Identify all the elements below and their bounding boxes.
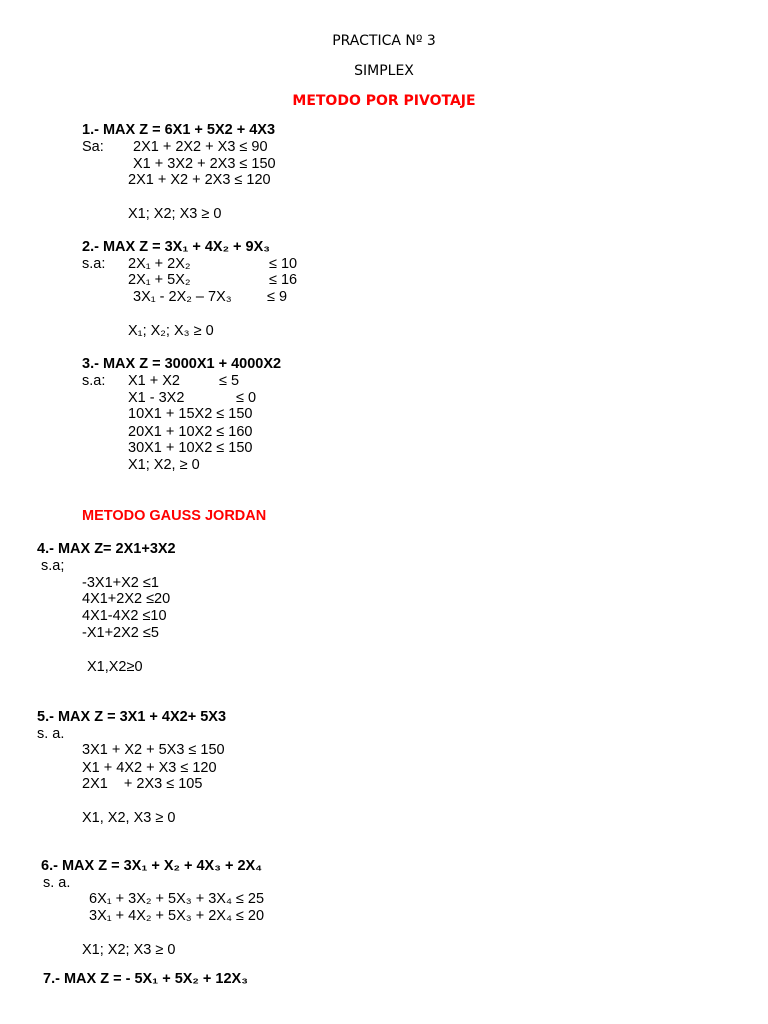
problem-5-constraint-3: 2X1 + 2X3 ≤ 105 — [82, 776, 203, 792]
problem-5-constraint-1: 3X1 + X2 + 5X3 ≤ 150 — [82, 742, 225, 758]
section-heading-gauss-jordan: METODO GAUSS JORDAN — [82, 508, 267, 524]
problem-2-objective: 2.- MAX Z = 3X₁ + 4X₂ + 9X₃ — [82, 239, 270, 255]
problem-3-constraint-1-rhs: ≤ 5 — [219, 373, 240, 389]
problem-6-nonnegativity: X1; X2; X3 ≥ 0 — [82, 942, 176, 958]
problem-6-constraint-2: 3X₁ + 4X₂ + 5X₃ + 2X₄ ≤ 20 — [89, 908, 265, 924]
problem-5-constraint-2: X1 + 4X2 + X3 ≤ 120 — [82, 760, 217, 776]
problem-3-objective: 3.- MAX Z = 3000X1 + 4000X2 — [82, 356, 282, 372]
problem-1-nonnegativity: X1; X2; X3 ≥ 0 — [128, 206, 222, 222]
section-heading-pivotaje: METODO POR PIVOTAJE — [292, 93, 476, 109]
problem-5-nonnegativity: X1, X2, X3 ≥ 0 — [82, 810, 176, 826]
problem-1-sa-label: Sa: — [82, 139, 104, 155]
problem-2-constraint-3: 3X₁ - 2X₂ – 7X₃ — [133, 289, 232, 305]
problem-4-nonnegativity: X1,X2≥0 — [87, 659, 143, 675]
problem-1-objective: 1.- MAX Z = 6X1 + 5X2 + 4X3 — [82, 122, 276, 138]
document-subtitle: SIMPLEX — [354, 63, 414, 79]
problem-2-constraint-1-rhs: ≤ 10 — [269, 256, 298, 272]
problem-1-constraint-2: X1 + 3X2 + 2X3 ≤ 150 — [133, 156, 276, 172]
problem-3-constraint-2-rhs: ≤ 0 — [236, 390, 257, 406]
problem-5-sa-label: s. a. — [37, 726, 65, 742]
problem-4-objective: 4.- MAX Z= 2X1+3X2 — [37, 541, 176, 557]
problem-3-sa-label: s.a: — [82, 373, 106, 389]
problem-5-objective: 5.- MAX Z = 3X1 + 4X2+ 5X3 — [37, 709, 227, 725]
problem-2-constraint-2-rhs: ≤ 16 — [269, 272, 298, 288]
problem-7-objective: 7.- MAX Z = - 5X₁ + 5X₂ + 12X₃ — [43, 971, 248, 987]
problem-4-constraint-1: -3X1+X2 ≤1 — [82, 575, 159, 591]
problem-4-sa-label: s.a; — [41, 558, 65, 574]
problem-2-constraint-2: 2X₁ + 5X₂ — [128, 272, 191, 288]
problem-3-constraint-4: 20X1 + 10X2 ≤ 160 — [128, 424, 253, 440]
problem-4-constraint-2: 4X1+2X2 ≤20 — [82, 591, 171, 607]
problem-3-constraint-1: X1 + X2 — [128, 373, 180, 389]
problem-2-nonnegativity: X₁; X₂; X₃ ≥ 0 — [128, 323, 214, 339]
problem-3-constraint-3: 10X1 + 15X2 ≤ 150 — [128, 406, 253, 422]
problem-2-constraint-1: 2X₁ + 2X₂ — [128, 256, 191, 272]
problem-2-constraint-3-rhs: ≤ 9 — [267, 289, 288, 305]
problem-6-objective: 6.- MAX Z = 3X₁ + X₂ + 4X₃ + 2X₄ — [41, 858, 263, 874]
problem-1-constraint-1: 2X1 + 2X2 + X3 ≤ 90 — [133, 139, 268, 155]
problem-4-constraint-4: -X1+2X2 ≤5 — [82, 625, 159, 641]
problem-3-constraint-2: X1 - 3X2 — [128, 390, 185, 406]
problem-6-sa-label: s. a. — [43, 875, 71, 891]
problem-1-constraint-3: 2X1 + X2 + 2X3 ≤ 120 — [128, 172, 271, 188]
problem-4-constraint-3: 4X1-4X2 ≤10 — [82, 608, 167, 624]
problem-3-constraint-5: 30X1 + 10X2 ≤ 150 — [128, 440, 253, 456]
problem-2-sa-label: s.a: — [82, 256, 106, 272]
problem-6-constraint-1: 6X₁ + 3X₂ + 5X₃ + 3X₄ ≤ 25 — [89, 891, 265, 907]
document-title: PRACTICA Nº 3 — [332, 33, 436, 49]
problem-3-nonnegativity: X1; X2, ≥ 0 — [128, 457, 200, 473]
